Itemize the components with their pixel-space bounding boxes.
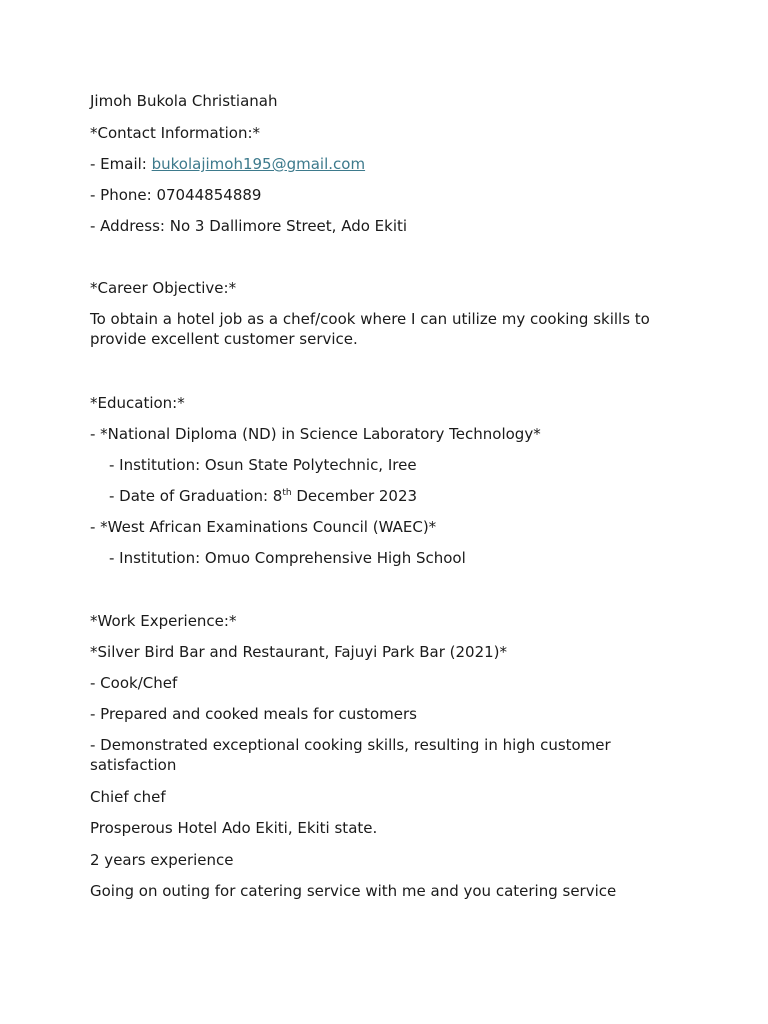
education-heading: *Education:* xyxy=(90,394,185,412)
job1-duty-2: - Demonstrated exceptional cooking skills, resulting in high customer satisfaction xyxy=(90,736,611,774)
education-nd-graduation xyxy=(109,486,689,506)
job1-role: - Cook/Chef xyxy=(90,674,178,692)
job2-note: Going on outing for catering service with me and you catering service xyxy=(90,882,617,900)
job2-role: Chief chef xyxy=(90,788,166,806)
phone-line: - Phone: 07044854889 xyxy=(90,186,262,204)
address-line: - Address: No 3 Dallimore Street, Ado Ekiti xyxy=(90,217,408,235)
email-link[interactable]: bukolajimoh195@gmail.com xyxy=(151,155,366,173)
contact-heading: *Contact Information:* xyxy=(90,124,261,142)
objective-text: To obtain a hotel job as a chef/cook where I can utilize my cooking skills to provide excellent customer service. xyxy=(90,310,650,348)
education-nd-institution: - Institution: Osun State Polytechnic, Iree xyxy=(109,456,417,474)
objective-heading: *Career Objective:* xyxy=(90,279,237,297)
applicant-name: Jimoh Bukola Christianah xyxy=(90,92,278,110)
email-line xyxy=(90,154,670,174)
education-nd-title: - *National Diploma (ND) in Science Laboratory Technology* xyxy=(90,425,541,443)
graduation-ordinal: th xyxy=(282,488,292,498)
graduation-suffix: December 2023 xyxy=(291,487,418,505)
education-waec-title: - *West African Examinations Council (WAEC)* xyxy=(90,518,437,536)
job1-title: *Silver Bird Bar and Restaurant, Fajuyi Park Bar (2021)* xyxy=(90,643,508,661)
job2-place: Prosperous Hotel Ado Ekiti, Ekiti state. xyxy=(90,819,378,837)
email-label: - Email: xyxy=(90,155,152,173)
experience-heading: *Work Experience:* xyxy=(90,612,237,630)
education-waec-institution: - Institution: Omuo Comprehensive High School xyxy=(109,549,466,567)
graduation-prefix: - Date of Graduation: 8 xyxy=(109,487,283,505)
job1-duty-1: - Prepared and cooked meals for customers xyxy=(90,705,417,723)
job2-duration: 2 years experience xyxy=(90,851,234,869)
